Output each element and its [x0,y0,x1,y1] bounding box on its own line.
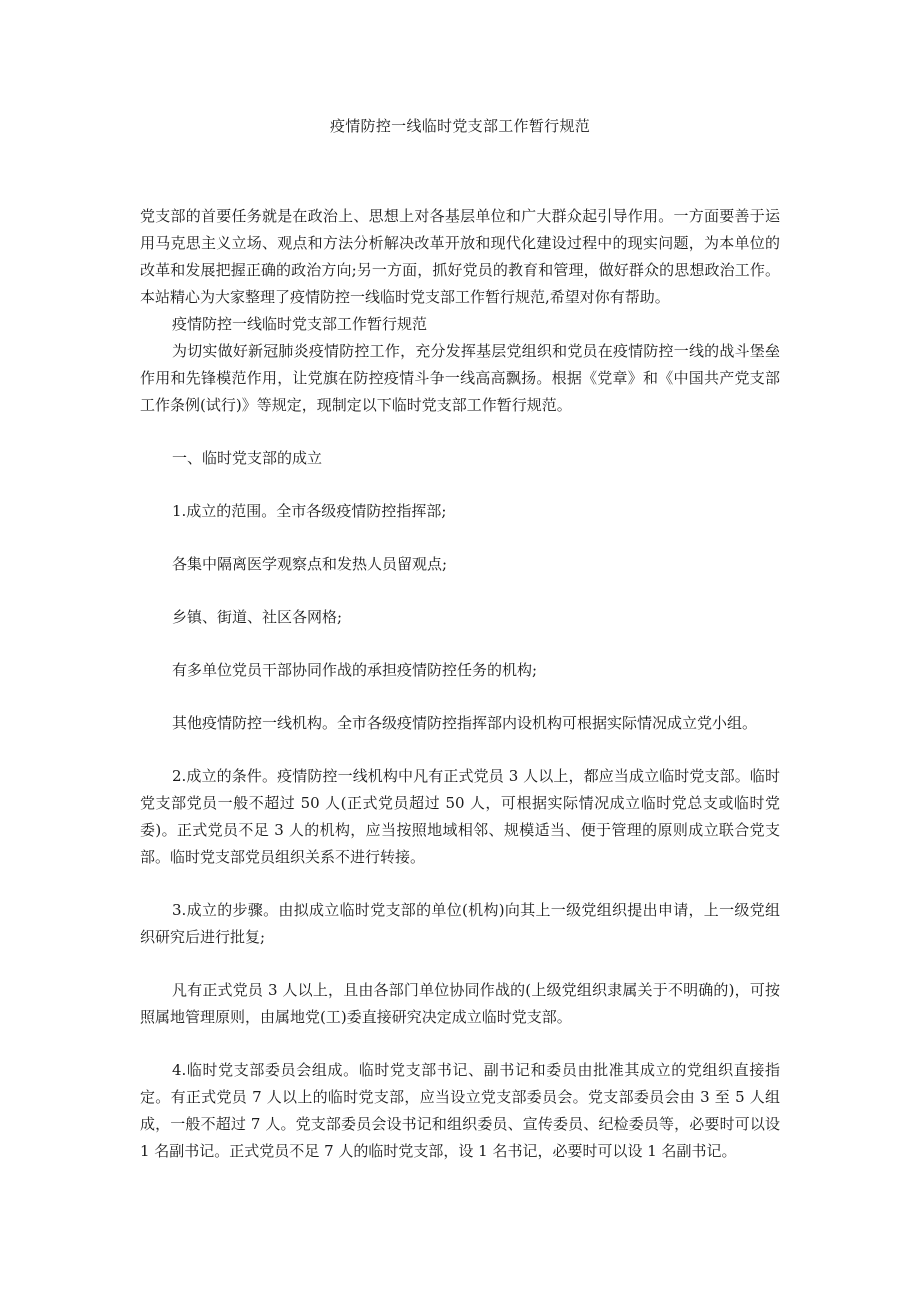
clause-paragraph: 乡镇、街道、社区各网格; [172,608,343,626]
clause-paragraph: 有多单位党员干部协同作战的承担疫情防控任务的机构; [172,661,538,679]
clause-paragraph: 3.成立的步骤。由拟成立临时党支部的单位(机构)向其上一级党组织提出申请，上一级党组织研究后进行批复; [140,901,780,946]
clause-paragraph: 凡有正式党员 3 人以上，且由各部门单位协同作战的(上级党组织隶属关于不明确的)，可按照属地管理原则，由属地党(工)委直接研究决定成立临时党支部。 [140,981,780,1026]
clause-paragraph: 各集中隔离医学观察点和发热人员留观点; [172,555,448,573]
clause-paragraph: 其他疫情防控一线机构。全市各级疫情防控指挥部内设机构可根据实际情况成立党小组。 [172,714,758,732]
clause-paragraph: 4.临时党支部委员会组成。临时党支部书记、副书记和委员由批准其成立的党组织直接指定。有正式党员 7 人以上的临时党支部，应当设立党支部委员会。党支部委员会由 3 至 5 人组成，一般不超过 7 人。党支部委员会设书记和组织委员、宣传委员、纪检委员等，必要时可以设 1 名副书记。正式党员不足 7 人的临时党支部，设 1 名书记，必要时可以设 1 名副书记。 [140,1061,780,1160]
clause-paragraph: 2.成立的条件。疫情防控一线机构中凡有正式党员 3 人以上，都应当成立临时党支部。临时党支部党员一般不超过 50 人(正式党员超过 50 人，可根据实际情况成立临时党总支或临时党委)。正式党员不足 3 人的机构，应当按照地域相邻、规模适当、便于管理的原则成立联合党支部。临时党支部党员组织关系不进行转接。 [140,767,780,866]
section-heading: 一、临时党支部的成立 [172,449,323,467]
preamble-paragraph: 为切实做好新冠肺炎疫情防控工作，充分发挥基层党组织和党员在疫情防控一线的战斗堡垒作用和先锋模范作用，让党旗在防控疫情斗争一线高高飘扬。根据《党章》和《中国共产党支部工作条例(试行)》等规定，现制定以下临时党支部工作暂行规范。 [140,342,780,414]
clause-paragraph: 1.成立的范围。全市各级疫情防控指挥部; [172,502,447,520]
document-body [140,203,780,1165]
document-title: 疫情防控一线临时党支部工作暂行规范 [329,117,591,135]
intro-paragraph: 党支部的首要任务就是在政治上、思想上对各基层单位和广大群众起引导作用。一方面要善于运用马克思主义立场、观点和方法分析解决改革开放和现代化建设过程中的现实问题，为本单位的改革和发展把握正确的政治方向;另一方面，抓好党员的教育和管理，做好群众的思想政治工作。本站精心为大家整理了疫情防控一线临时党支部工作暂行规范,希望对你有帮助。 [140,207,780,306]
subtitle-paragraph: 疫情防控一线临时党支部工作暂行规范 [172,315,428,333]
